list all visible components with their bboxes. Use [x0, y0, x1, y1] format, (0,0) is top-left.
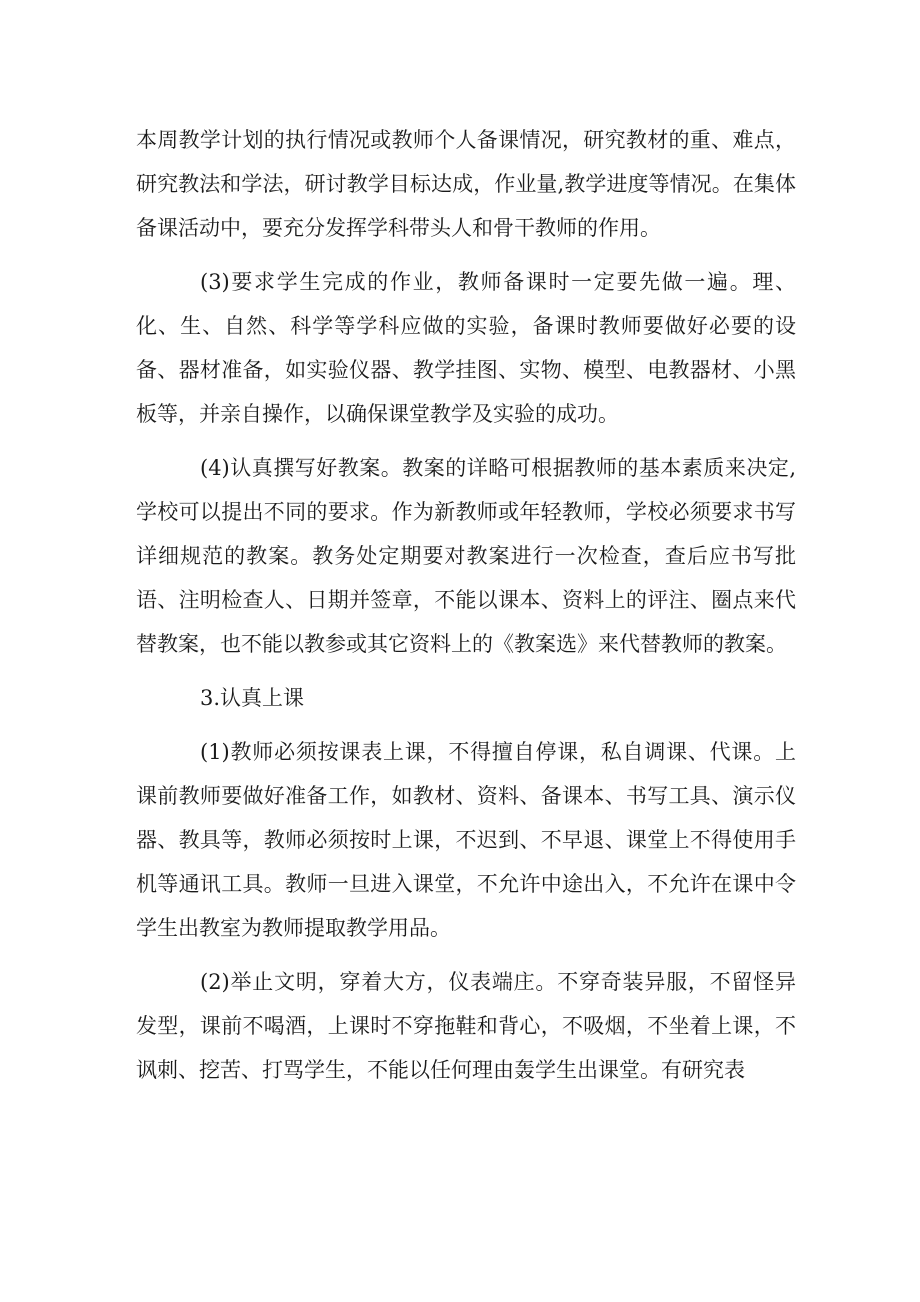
paragraph-lesson-plan-item-4: (4)认真撰写好教案。教案的详略可根据教师的基本素质来决定,学校可以提出不同的要求。作为新教师或年轻教师，学校必须要求书写详细规范的教案。教务处定期要对教案进行一次检查，查后应书写批语、注明检查人、日期并签章，不能以课本、资料上的评注、圈点来代替教案，也不能以教参或其它资料上的《教案选》来代替教师的教案。: [136, 456, 796, 656]
section-heading-attend-class: 3.认真上课: [200, 686, 305, 710]
paragraph-continuation: 本周教学计划的执行情况或教师个人备课情况，研究教材的重、难点，研究教法和学法，研讨教学目标达成，作业量,教学进度等情况。在集体备课活动中，要充分发挥学科带头人和骨干教师的作用。: [136, 128, 796, 240]
paragraph-conduct-item-2: (2)举止文明，穿着大方，仪表端庄。不穿奇装异服，不留怪异发型，课前不喝酒，上课时不穿拖鞋和背心，不吸烟，不坐着上课，不讽刺、挖苦、打骂学生，不能以任何理由轰学生出课堂。有研究表: [136, 970, 796, 1082]
document-body: [136, 118, 796, 1092]
paragraph-class-schedule-item-1: (1)教师必须按课表上课，不得擅自停课，私自调课、代课。上课前教师要做好准备工作，如教材、资料、备课本、书写工具、演示仪器、教具等，教师必须按时上课，不迟到、不早退、课堂上不得使用手机等通讯工具。教师一旦进入课堂，不允许中途出入，不允许在课中令学生出教室为教师提取教学用品。: [136, 740, 796, 940]
paragraph-homework-item-3: (3)要求学生完成的作业，教师备课时一定要先做一遍。理、化、生、自然、科学等学科应做的实验，备课时教师要做好必要的设备、器材准备，如实验仪器、教学挂图、实物、模型、电教器材、小黑板等，并亲自操作，以确保课堂教学及实验的成功。: [136, 270, 796, 426]
